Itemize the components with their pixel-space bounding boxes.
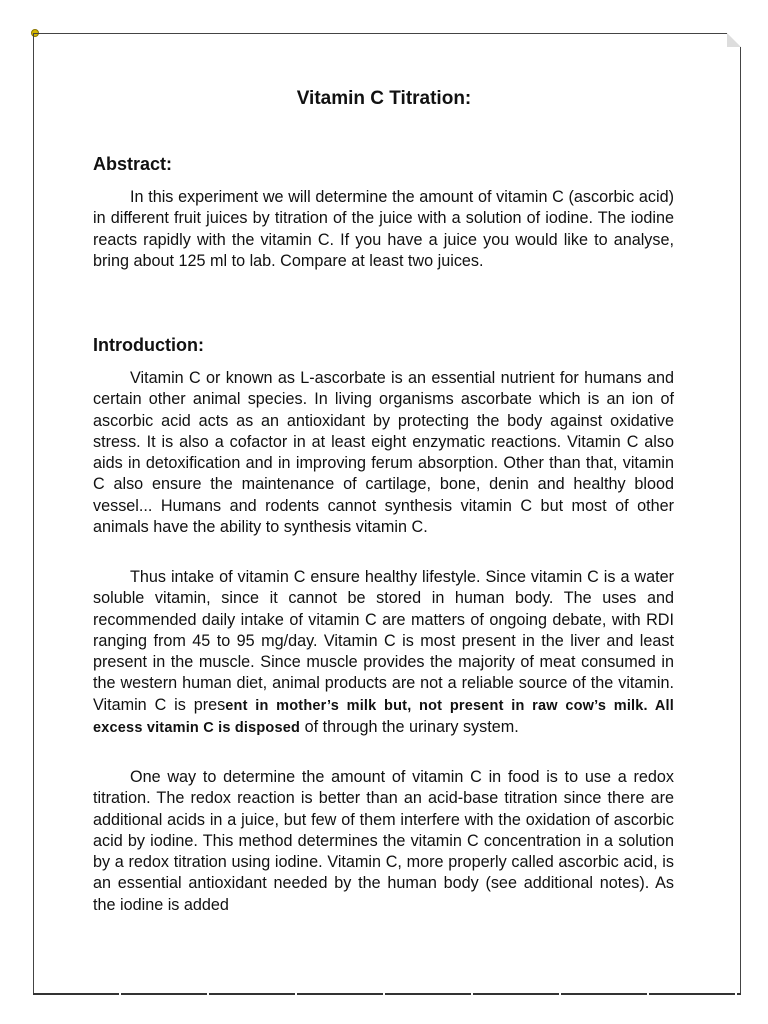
introduction-paragraph-2: [93, 567, 674, 739]
introduction-heading: Introduction:: [93, 335, 204, 355]
paragraph-2-text-a: Thus intake of vitamin C ensure healthy lifestyle. Since vitamin C is a water soluble vitamin, since it cannot be stored in human body. The uses and recommended daily intake of vitamin C are matters of ongoing debate, with RDI ranging from 45 to 95 mg/day. Vitamin C is most present in the liver and least present in the muscle. Since muscle provides the majority of meat consumed in the western human diet, animal products are not a reliable source of the vitamin. Vitamin C is pres: [93, 568, 674, 714]
abstract-heading: Abstract:: [93, 154, 173, 174]
abstract-paragraph: In this experiment we will determine the amount of vitamin C (ascorbic acid) in different fruit juices by titration of the juice with a solution of iodine. The iodine reacts rapidly with the vitamin C. If you have a juice you would like to analyse, bring about 125 ml to lab. Compare at least two juices.: [93, 188, 674, 270]
paragraph-2-bold-run: ent in mother’s milk but, not present in raw cow’s milk. All excess vitamin C is disposed: [93, 697, 674, 737]
page-bottom-border: [33, 993, 741, 995]
document-title: Vitamin C Titration:: [296, 88, 472, 109]
paragraph-2-text-c: of through the urinary system.: [300, 718, 519, 737]
introduction-paragraph-1: Vitamin C or known as L-ascorbate is an essential nutrient for humans and certain other animal species. In living organisms ascorbate which is an ion of ascorbic acid acts as an antioxidant by protecting the body against oxidative stress. It is also a cofactor in at least eight enzymatic reactions. Vitamin C also aids in detoxification and in improving ferum absorption. Other than that, vitamin C also ensure the maintenance of cartilage, bone, denin and healthy blood vessel... Humans and rodents cannot synthesis vitamin C but most of other animals have the ability to synthesis vitamin C.: [93, 369, 674, 537]
introduction-paragraph-3: One way to determine the amount of vitamin C in food is to use a redox titration. The redox reaction is better than an acid-base titration since there are additional acids in a juice, but few of them interfere with the oxidation of ascorbic acid by iodine. This method determines the vitamin C concentration in a solution by a redox titration using iodine. Vitamin C, more properly called ascorbic acid, is an essential antioxidant needed by the human body (see additional notes). As the iodine is added: [93, 768, 674, 914]
page-corner-fold: [727, 33, 741, 47]
